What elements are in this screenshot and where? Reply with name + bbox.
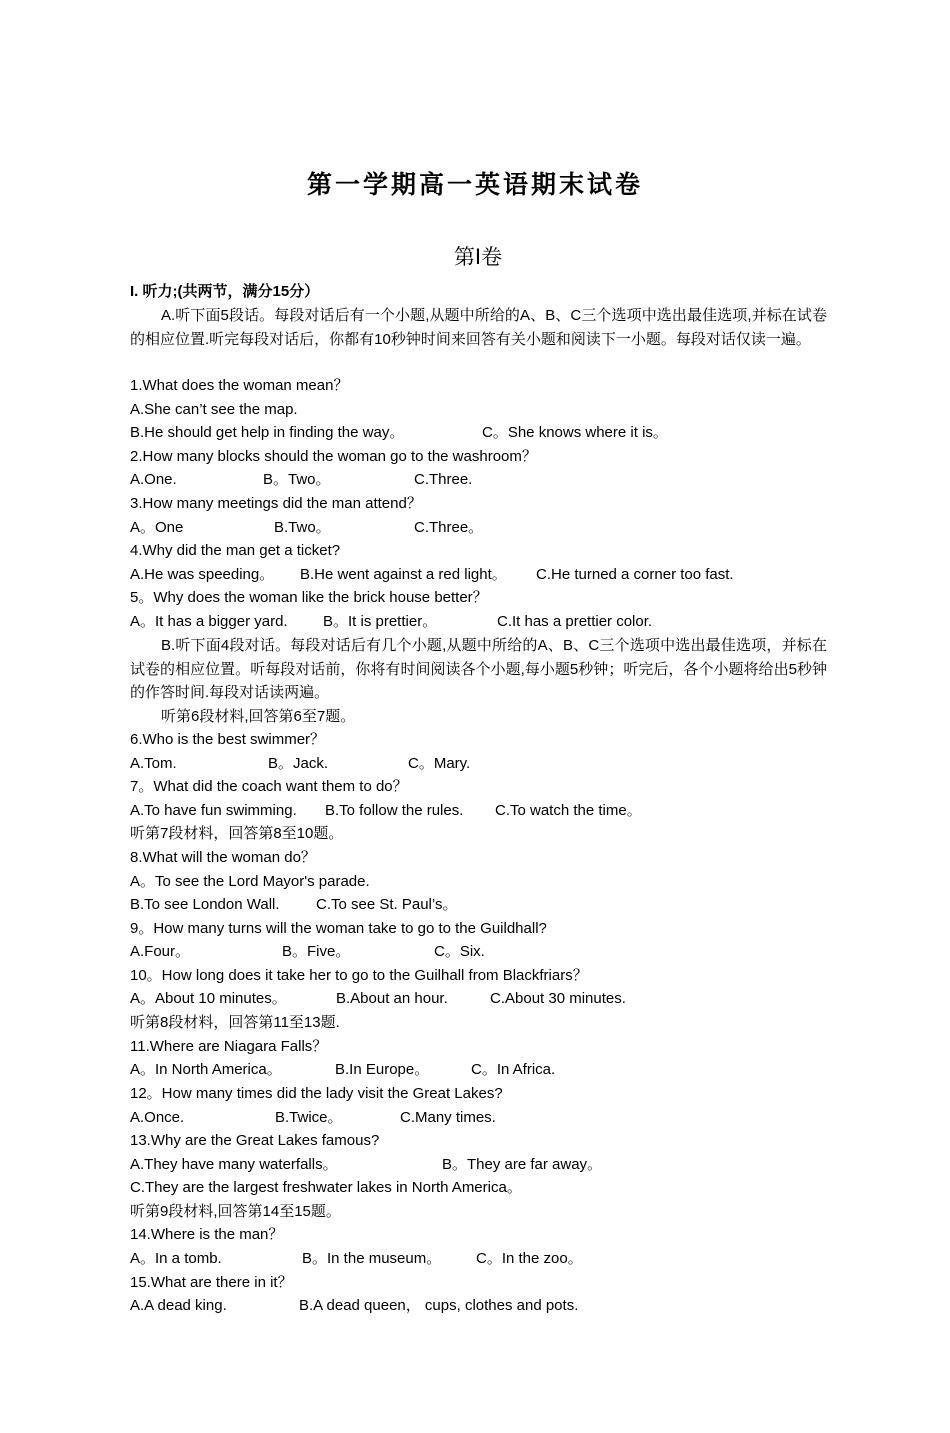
question-6: 6.Who is the best swimmer？ — [130, 731, 326, 748]
part-a-instructions: A.听下面5段话。每段对话后有一个小题,从题中所给的A、B、C三个选项中选出最佳选项,并标在试卷的相应位置.听完每段对话后，你都有10秒钟时间来回答有关小题和阅读下一小题。每段对话仅读一遍。 — [130, 307, 827, 348]
q6-option-a: A.Tom. — [130, 755, 177, 772]
q6-option-c: C。Mary. — [408, 755, 471, 772]
q15-option-a: A.A dead king. — [130, 1297, 227, 1314]
q15-option-b: B.A dead queen， cups, clothes and pots. — [299, 1297, 579, 1314]
q4-option-a: A.He was speeding。 — [130, 566, 275, 583]
q1-option-a: A.She can’t see the map. — [130, 401, 298, 418]
q14-option-a: A。In a tomb. — [130, 1250, 222, 1267]
q2-option-b: B。Two。 — [263, 471, 331, 488]
question-10: 10。How long does it take her to go to the Guilhall from Blackfriars？ — [130, 967, 588, 984]
question-5: 5。Why does the woman like the brick house better？ — [130, 589, 488, 606]
listen-passage-6: 听第6段材料,回答第6至7题。 — [161, 708, 356, 725]
exam-title: 第一学期高一英语期末试卷 — [306, 170, 643, 199]
q11-option-b: B.In Europe。 — [335, 1061, 430, 1078]
q11-option-c: C。In Africa. — [471, 1061, 556, 1078]
question-4: 4.Why did the man get a ticket? — [130, 542, 341, 559]
q8-option-b: B.To see London Wall. — [130, 896, 280, 913]
q8-option-c: C.To see St. Paul’s。 — [316, 896, 458, 913]
question-14: 14.Where is the man？ — [130, 1226, 284, 1243]
question-7: 7。What did the coach want them to do？ — [130, 778, 408, 795]
q14-option-b: B。In the museum。 — [302, 1250, 442, 1267]
question-15: 15.What are there in it？ — [130, 1274, 293, 1291]
q13-option-c: C.They are the largest freshwater lakes in North America。 — [130, 1179, 522, 1196]
q7-option-c: C.To watch the time。 — [495, 802, 642, 819]
q2-option-a: A.One. — [130, 471, 177, 488]
q13-option-a: A.They have many waterfalls。 — [130, 1156, 338, 1173]
listen-passage-8: 听第8段材料，回答第11至13题. — [130, 1014, 340, 1031]
q7-option-a: A.To have fun swimming. — [130, 802, 297, 819]
q12-option-a: A.Once. — [130, 1109, 185, 1126]
question-12: 12。How many times did the lady visit the Great Lakes? — [130, 1085, 503, 1102]
section-heading-listening: I. 听力;(共两节，满分15分） — [130, 283, 320, 300]
q3-option-c: C.Three。 — [414, 519, 484, 536]
question-13: 13.Why are the Great Lakes famous? — [130, 1132, 380, 1149]
q3-option-a: A。One — [130, 519, 184, 536]
question-9: 9。How many turns will the woman take to go to the Guildhall? — [130, 920, 547, 937]
question-8: 8.What will the woman do？ — [130, 849, 316, 866]
q11-option-a: A。In North America。 — [130, 1061, 282, 1078]
q5-option-c: C.It has a prettier color. — [497, 613, 653, 630]
q1-option-c: C。She knows where it is。 — [482, 424, 668, 441]
q12-option-c: C.Many times. — [400, 1109, 496, 1126]
listen-passage-9: 听第9段材料,回答第14至15题。 — [130, 1203, 341, 1220]
listen-passage-7: 听第7段材料，回答第8至10题。 — [130, 825, 344, 842]
q3-option-b: B.Two。 — [274, 519, 331, 536]
question-1: 1.What does the woman mean？ — [130, 377, 349, 394]
q10-option-b: B.About an hour. — [336, 990, 448, 1007]
q2-option-c: C.Three. — [414, 471, 473, 488]
part-b-instructions: B.听下面4段对话。每段对话后有几个小题,从题中所给的A、B、C三个选项中选出最佳选项，并标在试卷的相应位置。听每段对话前，你将有时间阅读各个小题,每小题5秒钟；听完后，各个小题将给出5秒钟的作答时间.每段对话读两遍。 — [130, 637, 827, 701]
q9-option-a: A.Four。 — [130, 943, 191, 960]
q14-option-c: C。In the zoo。 — [476, 1250, 583, 1267]
q9-option-c: C。Six. — [434, 943, 485, 960]
q1-option-b: B.He should get help in finding the way。 — [130, 424, 405, 441]
q12-option-b: B.Twice。 — [275, 1109, 343, 1126]
q5-option-a: A。It has a bigger yard. — [130, 613, 288, 630]
volume-heading: 第Ⅰ卷 — [453, 245, 503, 269]
q13-option-b: B。They are far away。 — [442, 1156, 603, 1173]
q10-option-c: C.About 30 minutes. — [490, 990, 626, 1007]
q6-option-b: B。Jack. — [268, 755, 329, 772]
q10-option-a: A。About 10 minutes。 — [130, 990, 287, 1007]
q7-option-b: B.To follow the rules. — [325, 802, 464, 819]
q4-option-b: B.He went against a red light。 — [300, 566, 507, 583]
question-2: 2.How many blocks should the woman go to the washroom？ — [130, 448, 537, 465]
q5-option-b: B。It is prettier。 — [323, 613, 438, 630]
question-11: 11.Where are Niagara Falls？ — [130, 1038, 328, 1055]
question-3: 3.How many meetings did the man attend？ — [130, 495, 422, 512]
q9-option-b: B。Five。 — [282, 943, 351, 960]
q4-option-c: C.He turned a corner too fast. — [536, 566, 734, 583]
q8-option-a: A。To see the Lord Mayor's parade. — [130, 873, 370, 890]
